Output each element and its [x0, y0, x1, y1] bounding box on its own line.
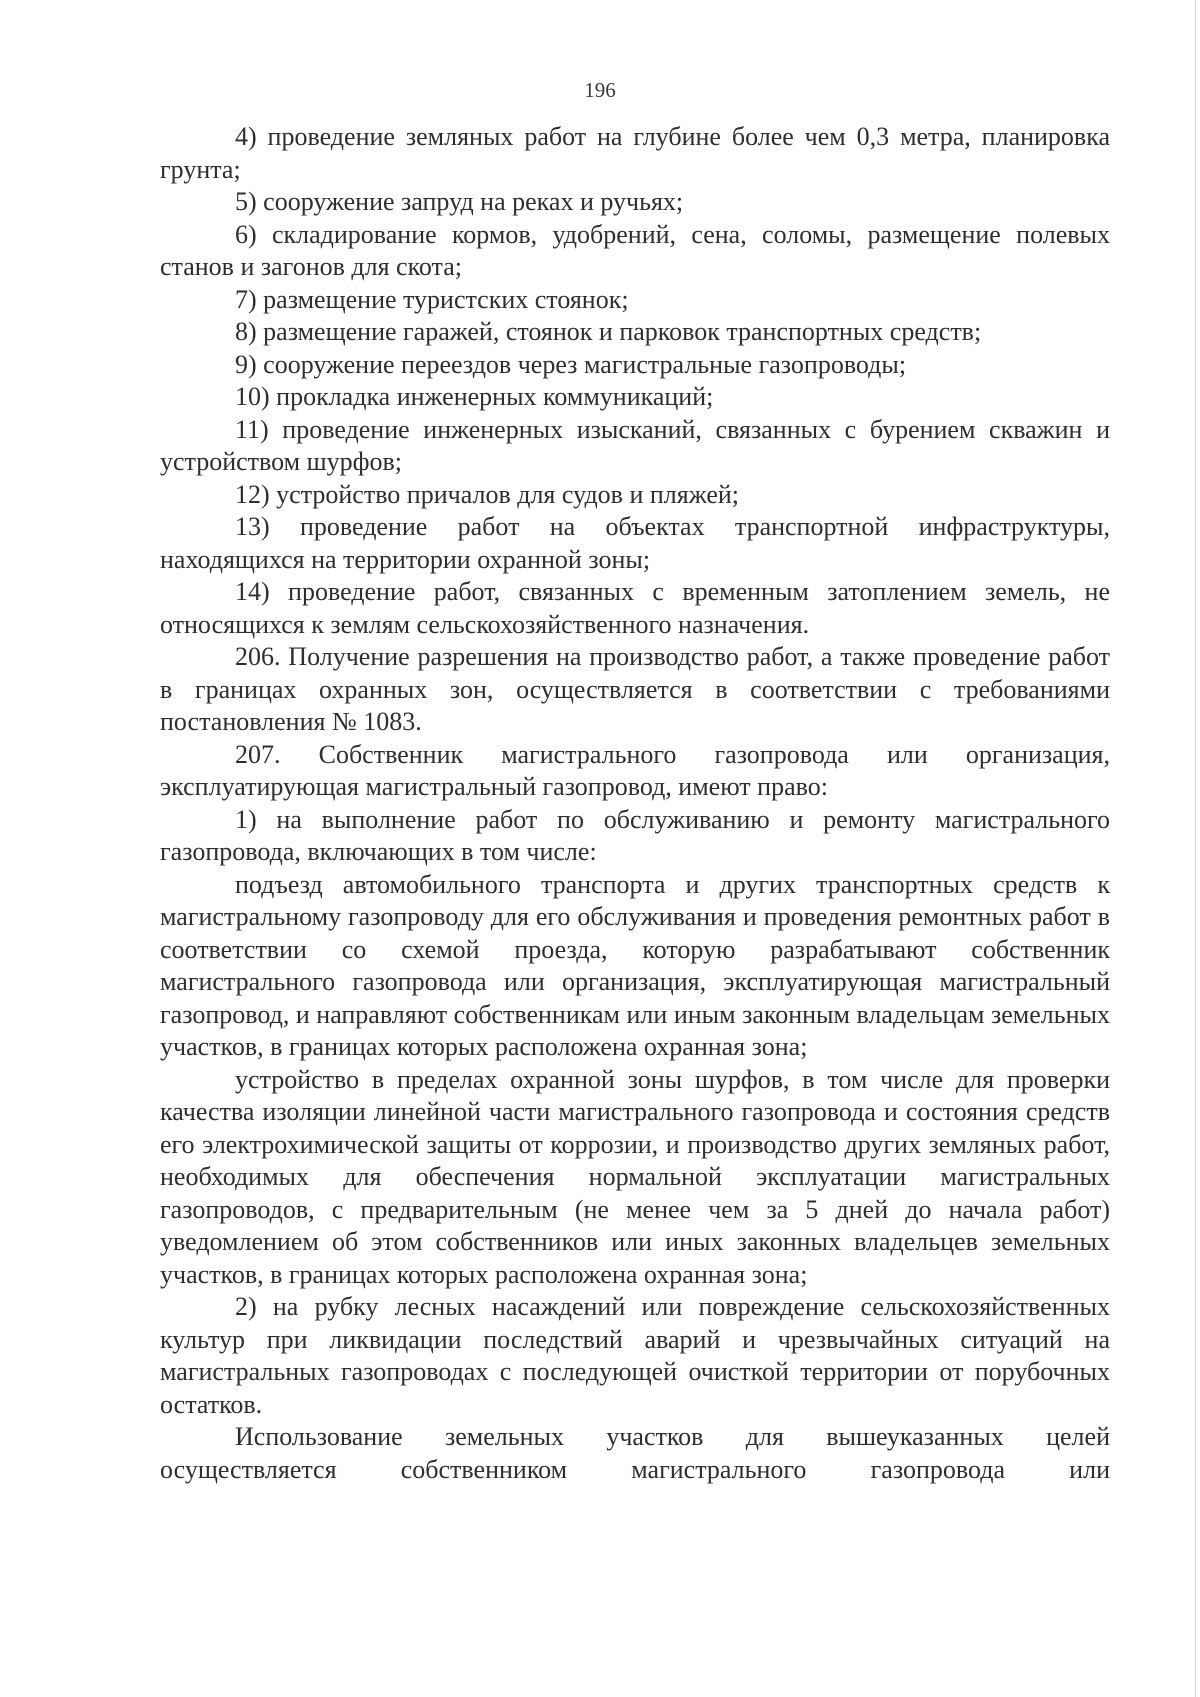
- list-item-10: 10) прокладка инженерных коммуникаций;: [235, 382, 714, 411]
- scan-edge-line: [1195, 0, 1196, 1697]
- list-item-4: 4) проведение земляных работ на глубине более чем 0,3 метра, планировка грунта;: [160, 122, 1110, 184]
- list-item-6: 6) складирование кормов, удобрений, сена, соломы, размещение полевых станов и загонов для скота;: [160, 219, 1110, 281]
- list-item-5: 5) сооружение запруд на реках и ручьях;: [235, 187, 684, 216]
- list-item-12: 12) устройство причалов для судов и пляжей;: [235, 479, 740, 509]
- page-number: 196: [584, 78, 616, 102]
- clause-206: 206. Получение разрешения на производство работ, а также проведение работ в границах охранных зон, осуществляется в соответствии с требованиями постановления № 1083.: [160, 642, 1110, 736]
- clause-207-item-1: 1) на выполнение работ по обслуживанию и ремонту магистрального газопровода, включающих в том числе:: [160, 804, 1110, 866]
- list-item-14: 14) проведение работ, связанных с временным затоплением земель, не относящихся к землям сельскохозяйственного назначения.: [160, 577, 1110, 639]
- list-item-13: 13) проведение работ на объектах транспортной инфраструктуры, находящихся на территории охранной зоны;: [160, 512, 1110, 574]
- clause-207: 207. Собственник магистрального газопровода или организация, эксплуатирующая магистральный газопровод, имеют право:: [160, 739, 1110, 801]
- list-item-11: 11) проведение инженерных изысканий, связанных с бурением скважин и устройством шурфов;: [160, 414, 1110, 476]
- land-use-paragraph: Использование земельных участков для вышеуказанных целей осуществляется собственником магистрального газопровода или: [160, 1422, 1110, 1484]
- document-body: [160, 121, 1110, 1486]
- list-item-9: 9) сооружение переездов через магистральные газопроводы;: [235, 349, 907, 379]
- clause-207-item-1-access: подъезд автомобильного транспорта и других транспортных средств к магистральному газопроводу для его обслуживания и проведения ремонтных работ в соответствии со схемой проезда, которую разрабатывают собственник магистрального газопровода или организация, эксплуатирующая магистральный газопровод, и направляют собственникам или иным законным владельцам земельных участков, в границах которых расположена охранная зона;: [160, 869, 1110, 1061]
- clause-207-item-1-pits: устройство в пределах охранной зоны шурфов, в том числе для проверки качества изоляции линейной части магистрального газопровода и состояния средств его электрохимической защиты от коррозии, и производство других земляных работ, необходимых для обеспечения нормальной эксплуатации магистральных газопроводов, с предварительным (не менее чем за 5 дней до начала работ) уведомлением об этом собственников или иных законных владельцев земельных участков, в границах которых расположена охранная зона;: [160, 1064, 1110, 1289]
- list-item-7: 7) размещение туристских стоянок;: [235, 284, 629, 314]
- list-item-8: 8) размещение гаражей, стоянок и парковок транспортных средств;: [235, 317, 982, 346]
- clause-207-item-2: 2) на рубку лесных насаждений или повреждение сельскохозяйственных культур при ликвидации последствий аварий и чрезвычайных ситуаций на магистральных газопроводах с последующей очисткой территории от порубочных остатков.: [160, 1292, 1110, 1419]
